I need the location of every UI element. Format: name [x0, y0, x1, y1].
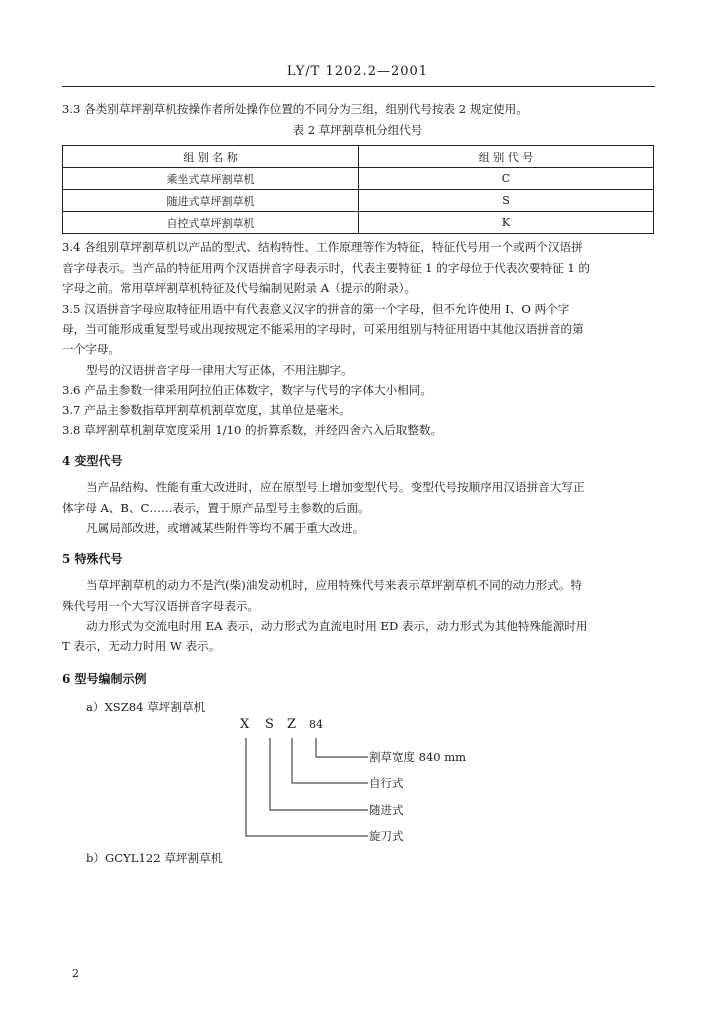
table-header-name: 组 别 名 称 — [63, 146, 359, 168]
label-cutting-width: 割草宽度 840 mm — [369, 750, 467, 764]
clause-3-6: 3.6 产品主参数一律采用阿拉伯正体数字，数字与代号的字体大小相同。 — [62, 383, 432, 397]
table-cell-name: 随进式草坪割草机 — [63, 190, 359, 212]
standard-code-header: LY/T 1202.2—2001 — [286, 64, 429, 79]
example-b-caption: b）GCYL122 草坪割草机 — [86, 851, 223, 865]
clause-3-7: 3.7 产品主参数指草坪割草机割草宽度，其单位是毫米。 — [62, 403, 351, 417]
table-cell-name: 乘坐式草坪割草机 — [63, 168, 359, 190]
section-4-para1-line1: 当产品结构、性能有重大改进时，应在原型号上增加变型代号。变型代号按顺序用汉语拼音大写正 — [86, 480, 585, 494]
clause-3-5-line3: 一个字母。 — [62, 342, 120, 356]
model-letter-x: X — [240, 717, 250, 732]
section-5-para1-line1: 当草坪割草机的动力不是汽(柴)油发动机时，应用特殊代号来表示草坪割草机不同的动力形式。特 — [86, 578, 582, 592]
clause-3-3: 3.3 各类别草坪割草机按操作者所处操作位置的不同分为三组，组别代号按表 2 规定使用。 — [62, 102, 528, 116]
connector-parameter — [316, 738, 368, 757]
section-5-title: 5 特殊代号 — [62, 552, 123, 566]
table-caption: 表 2 草坪割草机分组代号 — [292, 123, 423, 137]
page-number: 2 — [72, 967, 79, 980]
clause-3-5-note: 型号的汉语拼音字母一律用大写正体，不用注脚字。 — [86, 363, 353, 377]
table-cell-code: C — [359, 168, 654, 190]
section-4-para1-line2: 体字母 A、B、C……表示，置于原产品型号主参数的后面。 — [62, 501, 370, 515]
connector-z — [292, 738, 368, 783]
label-rotary-blade: 旋刀式 — [369, 829, 404, 843]
clause-3-4-line2: 音字母表示。当产品的特征用两个汉语拼音字母表示时，代表主要特征 1 的字母位于代表次要特征 1 的 — [62, 261, 591, 275]
table-cell-name: 自控式草坪割草机 — [63, 212, 359, 234]
connector-s — [270, 738, 368, 810]
example-a-caption: a）XSZ84 草坪割草机 — [86, 700, 206, 714]
connector-x — [246, 738, 368, 836]
clause-3-4-line1: 3.4 各组别草坪割草机以产品的型式、结构特性、工作原理等作为特征，特征代号用一个或两个汉语拼 — [62, 240, 583, 254]
clause-3-4-line3: 字母之前。常用草坪割草机特征及代号编制见附录 A（提示的附录）。 — [62, 281, 417, 295]
table-header-code: 组 别 代 号 — [359, 146, 654, 168]
label-walk-behind: 随进式 — [369, 803, 404, 817]
section-5-para2-line1: 动力形式为交流电时用 EA 表示，动力形式为直流电时用 ED 表示，动力形式为其他特殊能源时用 — [86, 619, 588, 633]
label-self-propelled: 自行式 — [369, 776, 404, 790]
model-letter-z: Z — [287, 717, 297, 732]
section-5-para2-line2: T 表示，无动力时用 W 表示。 — [62, 639, 221, 653]
clause-3-8: 3.8 草坪割草机割草宽度采用 1/10 的折算系数，并经四舍六入后取整数。 — [62, 423, 443, 437]
table-cell-code: K — [359, 212, 654, 234]
clause-3-5-line2: 母，当可能形成重复型号或出现按规定不能采用的字母时，可采用组别与特征用语中其他汉语拼音的第 — [62, 322, 584, 336]
section-4-para2: 凡属局部改进，或增减某些附件等均不属于重大改进。 — [86, 521, 365, 535]
section-5-para1-line2: 殊代号用一个大写汉语拼音字母表示。 — [62, 599, 260, 613]
model-parameter: 84 — [309, 718, 323, 731]
section-6-title: 6 型号编制示例 — [62, 672, 147, 686]
model-letter-s: S — [265, 717, 274, 732]
clause-3-5-line1: 3.5 汉语拼音字母应取特征用语中有代表意义汉字的拼音的第一个字母，但不允许使用 I、O 两个字 — [62, 302, 570, 316]
table-cell-code: S — [359, 190, 654, 212]
section-4-title: 4 变型代号 — [62, 454, 123, 468]
